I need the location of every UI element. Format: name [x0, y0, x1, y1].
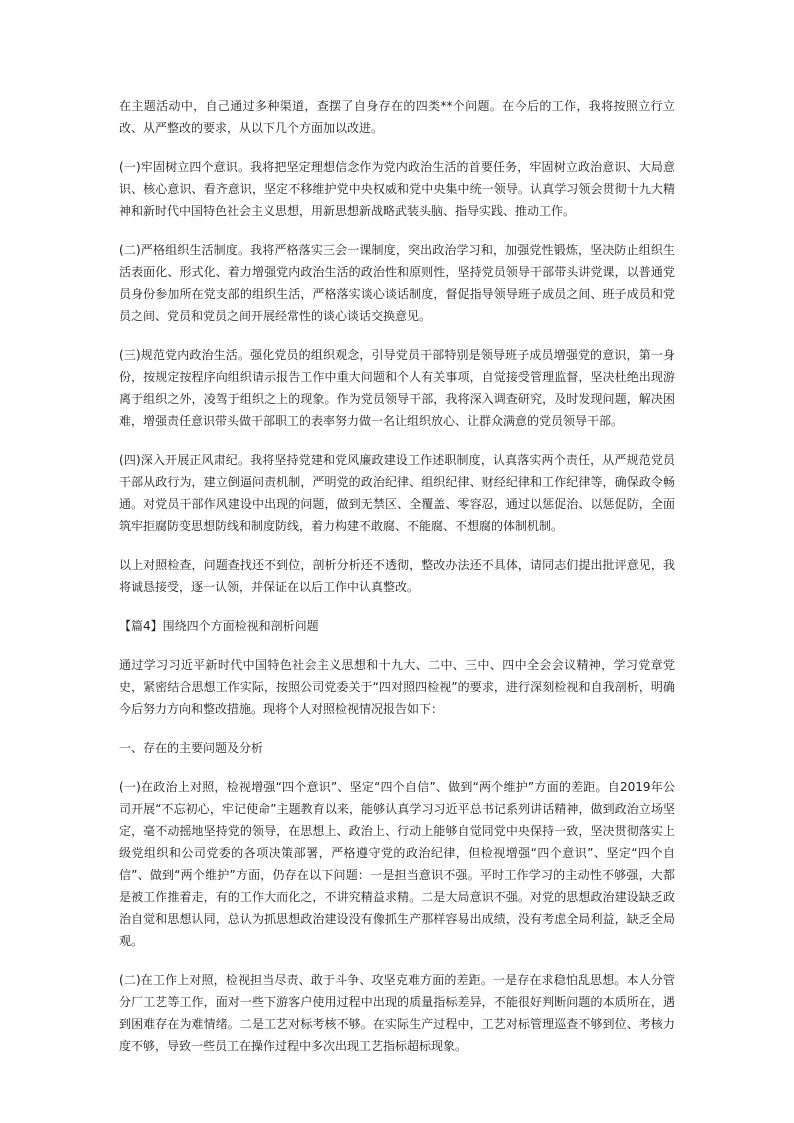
subsection-heading: 一、存在的主要问题及分析 — [119, 741, 264, 755]
paragraph-intro: 在主题活动中，自己通过多种渠道，查摆了自身存在的四类**个问题。在今后的工作，我将按照立行立改、从严整改的要求，从以下几个方面加以改进。 — [119, 99, 675, 135]
paragraph-conclusion: 以上对照检查，问题查找还不到位，剖析分析还不透彻，整改办法还不具体，请同志们提出批评意见，我将诚恳接受，逐一认领，并保证在以后工作中认真整改。 — [119, 558, 675, 594]
paragraph-work: (二)在工作上对照，检视担当尽责、敢于斗争、攻坚克难方面的差距。一是存在求稳怕乱思想。本人分管分厂工艺等工作，面对一些下游客户使用过程中出现的质量指标差异，不能很好判断问题的本质所在，遇到困难存在为难情绪。二是工艺对标考核不够。在实际生产过程中，工艺对标管理巡查不够到位、考核力度不够，导致一些员工在操作过程中多次出现工艺指标超标现象。 — [119, 973, 675, 1053]
paragraph-item-1: (一)牢固树立四个意识。我将把坚定理想信念作为党内政治生活的首要任务，牢固树立政治意识、大局意识、核心意识、看齐意识，坚定不移维护党中央权威和党中央集中统一领导。认真学习领会贯彻十九大精神和新时代中国特色社会主义思想，用新思想新战略武装头脑、指导实践、推动工作。 — [119, 160, 675, 218]
paragraph-item-4: (四)深入开展正风肃纪。我将坚持党建和党风廉政建设工作述职制度，认真落实两个责任，从严规范党员干部从政行为，建立倒逼问责机制，严明党的政治纪律、组织纪律、财经纪律和工作纪律等，确保政令畅通。对党员干部作风建设中出现的问题，做到无禁区、全覆盖、零容忍，通过以惩促治、以惩促防，全面筑牢拒腐防变思想防线和制度防线，着力构建不敢腐、不能腐、不想腐的体制机制。 — [119, 453, 675, 533]
section-title: 【篇4】围绕四个方面检视和剖析问题 — [119, 619, 319, 633]
paragraph-section-intro: 通过学习习近平新时代中国特色社会主义思想和十九大、二中、三中、四中全会会议精神，学习党章党史，紧密结合思想工作实际，按照公司党委关于“四对照四检视”的要求，进行深刻检视和自我剖析，明确今后努力方向和整改措施。现将个人对照检视情况报告如下： — [119, 658, 675, 716]
paragraph-item-2: (二)严格组织生活制度。我将严格落实三会一课制度，突出政治学习和，加强党性锻炼，坚决防止组织生活表面化、形式化、着力增强党内政治生活的政治性和原则性，坚持党员领导干部带头讲党课，以普通党员身份参加所在党支部的组织生活，严格落实谈心谈话制度，督促指导领导班子成员之间、班子成员和党员之间、党员和党员之间开展经常性的谈心谈话交换意见。 — [119, 243, 675, 323]
document-page — [119, 95, 675, 1074]
paragraph-political: (一)在政治上对照，检视增强“四个意识”、坚定“四个自信”、做到“两个维护”方面的差距。自2019年公司开展“不忘初心，牢记使命”主题教育以来，能够认真学习习近平总书记系列讲话精神，做到政治立场坚定，毫不动摇地坚持党的领导，在思想上、政治上、行动上能够自觉同党中央保持一致，坚决贯彻落实上级党组织和公司党委的各项决策部署，严格遵守党的政治纪律，但检视增强“四个意识”、坚定“四个自信”、做到“两个维护”方面，仍存在以下问题：一是担当意识不强。平时工作学习的主动性不够强，大都是被工作推着走，有的工作大而化之，不讲究精益求精。二是大局意识不强。对党的思想政治建设缺乏政治自觉和思想认同，总认为抓思想政治建设没有像抓生产那样容易出成绩，没有考虑全局利益，缺乏全局观。 — [119, 780, 675, 948]
paragraph-item-3: (三)规范党内政治生活。强化党员的组织观念，引导党员干部特别是领导班子成员增强党的意识，第一身份，按规定按程序向组织请示报告工作中重大问题和个人有关事项，自觉接受管理监督，坚决杜绝出现游离于组织之外，凌驾于组织之上的现象。作为党员领导干部，我将深入调查研究，及时发现问题，解决困难，增强责任意识带头做干部职工的表率努力做一名让组织放心、让群众满意的党员领导干部。 — [119, 348, 675, 428]
